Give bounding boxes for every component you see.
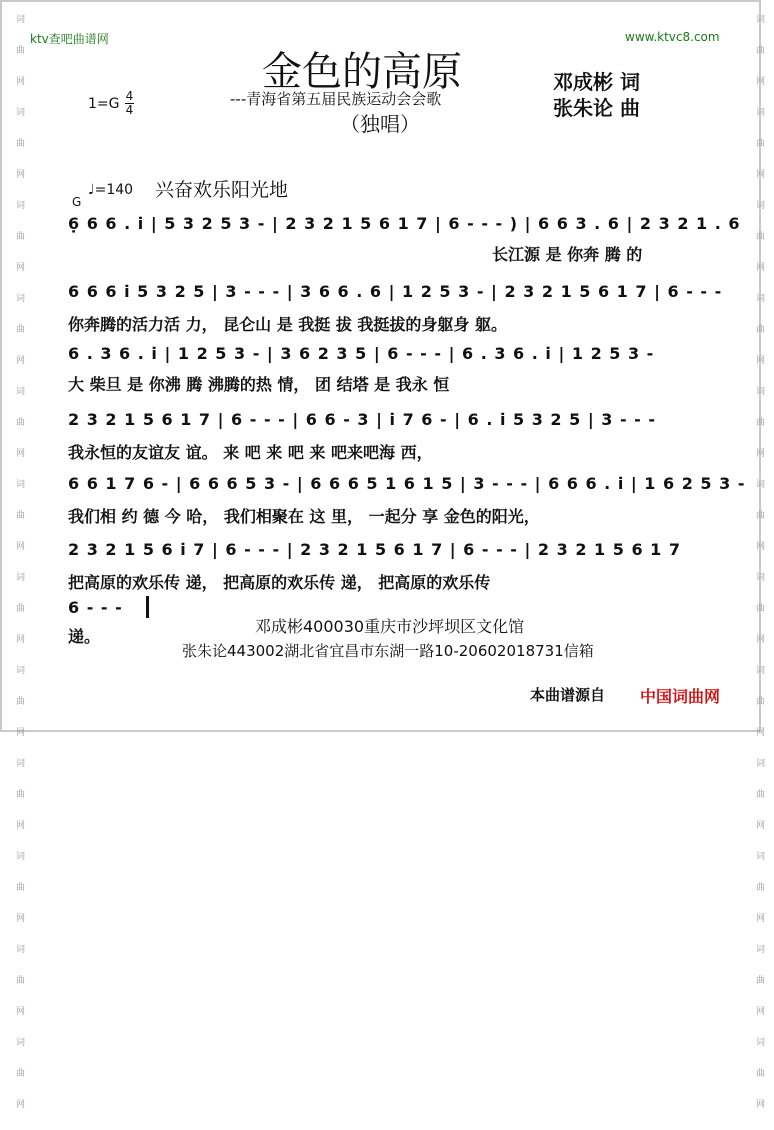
lyricist-address: 邓成彬400030重庆市沙坪坝区文化馆: [255, 617, 525, 636]
lyricist-credit: 邓成彬 词: [553, 70, 640, 94]
composer-address: 张朱论443002湖北省宜昌市东湖一路10-20602018731信箱: [182, 642, 594, 660]
side-watermark-right: 词曲网词曲网词曲网词曲网词曲网词曲网词曲网词曲网词曲网词曲网词曲网词曲网: [754, 14, 764, 1130]
score-notes-row-3: 6 . 3 6 . i̇ | 1 2 5 3 - | 3 6 2 3 5 | 6 - - - | 6 . 3 6 . i̇ | 1 2 5 3 -: [68, 344, 655, 363]
performance-type: （独唱）: [340, 112, 420, 136]
watermark-site-right: www.ktvc8.com: [625, 30, 720, 44]
score-lyrics-row-7: 递。: [68, 627, 101, 646]
song-title: 金色的高原: [262, 49, 462, 95]
side-watermark-left: 词曲网词曲网词曲网词曲网词曲网词曲网词曲网词曲网词曲网词曲网词曲网词曲网: [14, 14, 24, 1130]
tempo-marking: ♩=140: [88, 182, 134, 198]
score-lyrics-row-3: 大 柴旦 是 你沸 腾 沸腾的热 情， 团 结塔 是 我永 恒: [68, 375, 450, 394]
watermark-site-left: ktv查吧曲谱网: [30, 32, 109, 46]
key-signature: 1=G: [88, 96, 120, 112]
score-notes-row-6: 2 3 2 1 5 6 i̇ 7 | 6 - - - | 2 3 2 1 5 6 1 7 | 6 - - - | 2 3 2 1 5 6 1 7: [68, 540, 681, 559]
time-signature-bottom: 4: [125, 103, 134, 117]
tempo-key-letter: G: [72, 195, 82, 209]
song-subtitle: ---青海省第五届民族运动会会歌: [230, 90, 442, 108]
expression-mark: 兴奋欢乐阳光地: [155, 179, 289, 201]
source-label: 本曲谱源自: [530, 686, 606, 704]
score-notes-row-5: 6 6 1 7 6 - | 6 6 6 5 3 - | 6 6 6 5 1 6 1 5 | 3 - - - | 6 6 6 . i̇ | 1 6 2 5 3 -: [68, 474, 746, 493]
time-signature-top: 4: [125, 89, 134, 103]
score-notes-row-1: 6̣ 6 6 . i̇ | 5 3 2 5 3 - | 2 3 2 1 5 6 1 7 | 6 - - - ) | 6 6 3 . 6 | 2 3 2 1 . 6: [68, 214, 741, 233]
composer-credit: 张朱论 曲: [553, 96, 640, 120]
score-lyrics-row-1: 长江源 是 你奔 腾 的: [492, 245, 643, 264]
score-lyrics-row-5: 我们相 约 德 今 哈， 我们相聚在 这 里， 一起分 享 金色的阳光，: [68, 507, 540, 526]
time-signature: [125, 90, 134, 117]
score-lyrics-row-6: 把高原的欢乐传 递， 把高原的欢乐传 递， 把高原的欢乐传: [68, 573, 491, 592]
score-notes-row-7: 6 - - -: [68, 598, 123, 617]
score-notes-row-4: 2 3 2 1 5 6 1 7 | 6 - - - | 6 6 - 3 | i̇ 7 6 - | 6 . i̇ 5 3 2 5 | 3 - - -: [68, 410, 657, 429]
score-lyrics-row-2: 你奔腾的活力活 力， 昆仑山 是 我挺 拔 我挺拔的身躯身 躯。: [68, 315, 507, 334]
score-notes-row-2: 6 6 6 i̇ 5 3 2 5 | 3 - - - | 3 6 6 . 6 | 1 2 5 3 - | 2 3 2 1 5 6 1 7 | 6 - - -: [68, 282, 723, 301]
final-barline: [146, 596, 149, 618]
score-lyrics-row-4: 我永恒的友谊友 谊。 来 吧 来 吧 来 吧来吧海 西，: [68, 443, 433, 462]
source-site[interactable]: 中国词曲网: [640, 687, 721, 706]
